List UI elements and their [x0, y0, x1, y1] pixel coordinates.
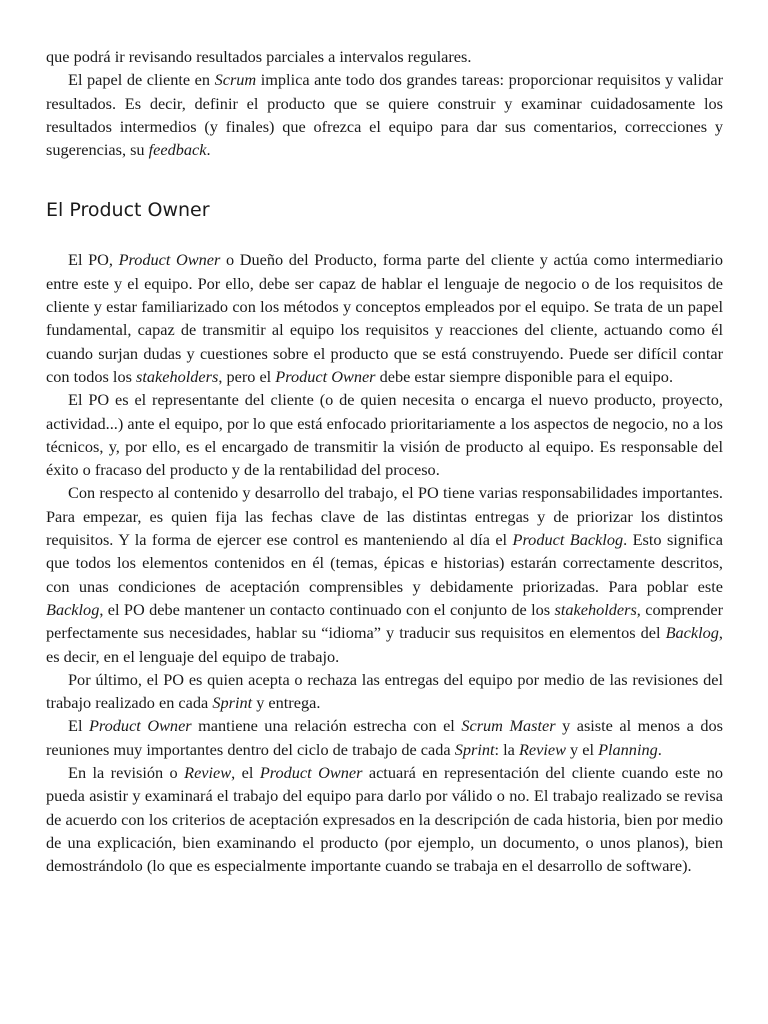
- document-page: [46, 45, 723, 878]
- paragraph-po-acceptance: Por último, el PO es quien acepta o rechaza las entregas del equipo por medio de las revisiones del trabajo realizado en cada Sprint y entrega.: [46, 669, 723, 713]
- paragraph-continuation: que podrá ir revisando resultados parciales a intervalos regulares.: [46, 47, 472, 66]
- paragraph-po-scrum-master: El Product Owner mantiene una relación estrecha con el Scrum Master y asiste al menos a dos reuniones muy importantes dentro del ciclo de trabajo de cada Sprint: la Review y el Planning.: [46, 716, 723, 759]
- paragraph-po-review: En la revisión o Review, el Product Owner actuará en representación del cliente cuando este no pueda asistir y examinará el trabajo del equipo para darlo por válido o no. El trabajo realizado se revisa de acuerdo con los criterios de aceptación expresados en la descripción de cada historia, bien por medio de una explicación, bien examinando el producto (por ejemplo, un documento, o unos planos), bien demostrándolo (lo que es especialmente importante cuando se trabaja en el desarrollo de software).: [46, 763, 723, 876]
- section-heading: El Product Owner: [46, 199, 210, 222]
- paragraph-po-responsibilities: Con respecto al contenido y desarrollo del trabajo, el PO tiene varias responsabilidades importantes. Para empezar, es quien fija las fechas clave de las distintas entregas y de priorizar los distintos requisitos. Y la forma de ejercer ese control es manteniendo al día el Product Backlog. Esto significa que todos los elementos contenidos en él (temas, épicas e historias) estarán correctamente descritos, con unas condiciones de aceptación comprensibles y debidamente priorizadas. Para poblar este Backlog, el PO debe mantener un contacto continuado con el conjunto de los stakeholders, comprender perfectamente sus necesidades, hablar su “idioma” y traducir sus requisitos en elementos del Backlog, es decir, en el lenguaje del equipo de trabajo.: [46, 483, 724, 666]
- paragraph-po-representative: El PO es el representante del cliente (o de quien necesita o encarga el nuevo producto, proyecto, actividad...) ante el equipo, por lo que está enfocado prioritariamente a los aspectos de negocio, no a los técnicos, y, por ello, es el encargado de transmitir la visión de producto al equipo. Es responsable del éxito o fracaso del producto y de la rentabilidad del proceso.: [46, 390, 723, 480]
- paragraph-client-role: El papel de cliente en Scrum implica ante todo dos grandes tareas: proporcionar requisitos y validar resultados. Es decir, definir el producto que se quiere construir y examinar cuidadosamente los resultados intermedios (y finales) que ofrezca el equipo para dar sus comentarios, correcciones y sugerencias, su feedback.: [46, 70, 723, 160]
- paragraph-po-definition: El PO, Product Owner o Dueño del Producto, forma parte del cliente y actúa como intermediario entre este y el equipo. Por ello, debe ser capaz de hablar el lenguaje de negocio o de los requisitos de cliente y estar familiarizado con los métodos y conceptos empleados por el equipo. Se trata de un papel fundamental, capaz de transmitir al equipo los requisitos y reacciones del cliente, actuando como él cuando surjan dudas y cuestiones sobre el producto que se está construyendo. Puede ser difícil contar con todos los stakeholders, pero el Product Owner debe estar siempre disponible para el equipo.: [46, 250, 723, 386]
